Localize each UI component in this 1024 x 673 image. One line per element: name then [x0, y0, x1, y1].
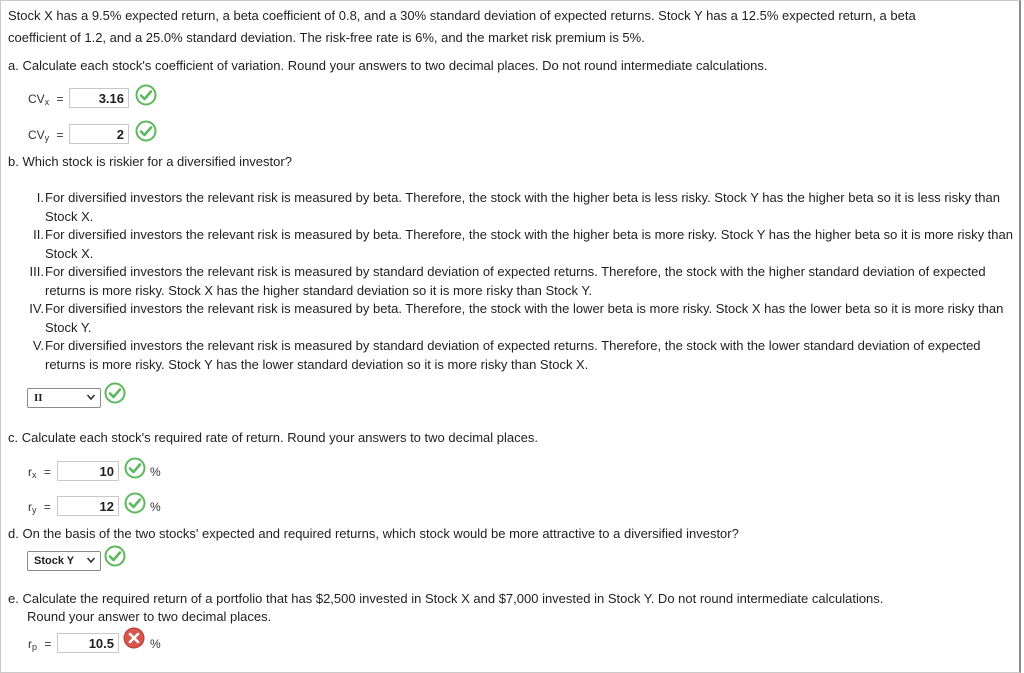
rp-input[interactable]: 10.5	[57, 633, 119, 653]
chevron-down-icon	[86, 392, 96, 402]
part-b-answer-select[interactable]	[27, 388, 101, 408]
problem-intro-line-1: Stock X has a 9.5% expected return, a beta coefficient of 0.8, and a 30% standard deviation of expected returns. Stock Y has a 12.5% expected return, a beta	[8, 8, 916, 23]
part-d-answer-select[interactable]	[27, 551, 101, 571]
problem-intro-line-2: coefficient of 1.2, and a 25.0% standard deviation. The risk-free rate is 6%, and the market risk premium is 5%.	[8, 30, 645, 45]
option-i: I. For diversified investors the relevant risk is measured by beta. Therefore, the stock with the higher beta is less risky. Stock Y has the higher beta so it is less risky than Stock X.	[36, 190, 1000, 224]
percent-unit: %	[150, 500, 161, 514]
percent-unit: %	[150, 465, 161, 479]
part-e-question-line-2: Round your answer to two decimal places.	[27, 609, 272, 624]
part-b-question: b. Which stock is riskier for a diversified investor?	[8, 154, 292, 169]
correct-check-icon	[124, 457, 146, 479]
option-iii: III. For diversified investors the relevant risk is measured by standard deviation of expected returns. Therefore, the stock with the higher standard deviation of expected returns is more risky. Stock X has the higher standard deviation so it is more risky than Stock Y.	[29, 264, 986, 298]
part-c-question: c. Calculate each stock's required rate of return. Round your answers to two decimal places.	[8, 430, 538, 445]
incorrect-x-icon	[123, 627, 145, 649]
rp-label: $r_p$ =	[28, 637, 52, 652]
cvy-label: $CV_y$ =	[28, 128, 64, 143]
rx-input[interactable]: 10	[57, 461, 119, 481]
part-e-question-line-1: e. Calculate the required return of a portfolio that has $2,500 invested in Stock X and $7,000 invested in Stock Y. Do not round intermediate calculations.	[8, 591, 884, 606]
part-d-question: d. On the basis of the two stocks' expected and required returns, which stock would be more attractive to a diversified investor?	[8, 526, 739, 541]
correct-check-icon	[135, 120, 157, 142]
rx-label: $r_x$ =	[28, 465, 51, 480]
cvy-input[interactable]: 2	[69, 124, 129, 144]
correct-check-icon	[104, 382, 126, 404]
correct-check-icon	[124, 492, 146, 514]
selected-value: II	[34, 392, 43, 404]
correct-check-icon	[135, 84, 157, 106]
selected-value: Stock Y	[34, 555, 75, 567]
cvx-input[interactable]: 3.16	[69, 88, 129, 108]
ry-input[interactable]: 12	[57, 496, 119, 516]
ry-label: $r_y$ =	[28, 500, 51, 515]
percent-unit: %	[150, 637, 161, 651]
cvx-label: $CV_x$ =	[28, 92, 64, 107]
part-a-question: a. Calculate each stock's coefficient of variation. Round your answers to two decimal places. Do not round intermediate calculations.	[8, 58, 768, 73]
correct-check-icon	[104, 545, 126, 567]
option-ii: II. For diversified investors the relevant risk is measured by beta. Therefore, the stock with the higher beta is more risky. Stock Y has the higher beta so it is more risky than Stock X.	[33, 227, 1013, 261]
chevron-down-icon	[86, 555, 96, 565]
option-v: V. For diversified investors the relevant risk is measured by standard deviation of expected returns. Therefore, the stock with the lower standard deviation of expected returns is more risky. Stock Y has the lower standard deviation so it is more risky than Stock X.	[32, 338, 981, 372]
option-iv: IV. For diversified investors the relevant risk is measured by beta. Therefore, the stock with the lower beta is more risky. Stock X has the lower beta so it is more risky than Stock Y.	[29, 301, 1004, 335]
